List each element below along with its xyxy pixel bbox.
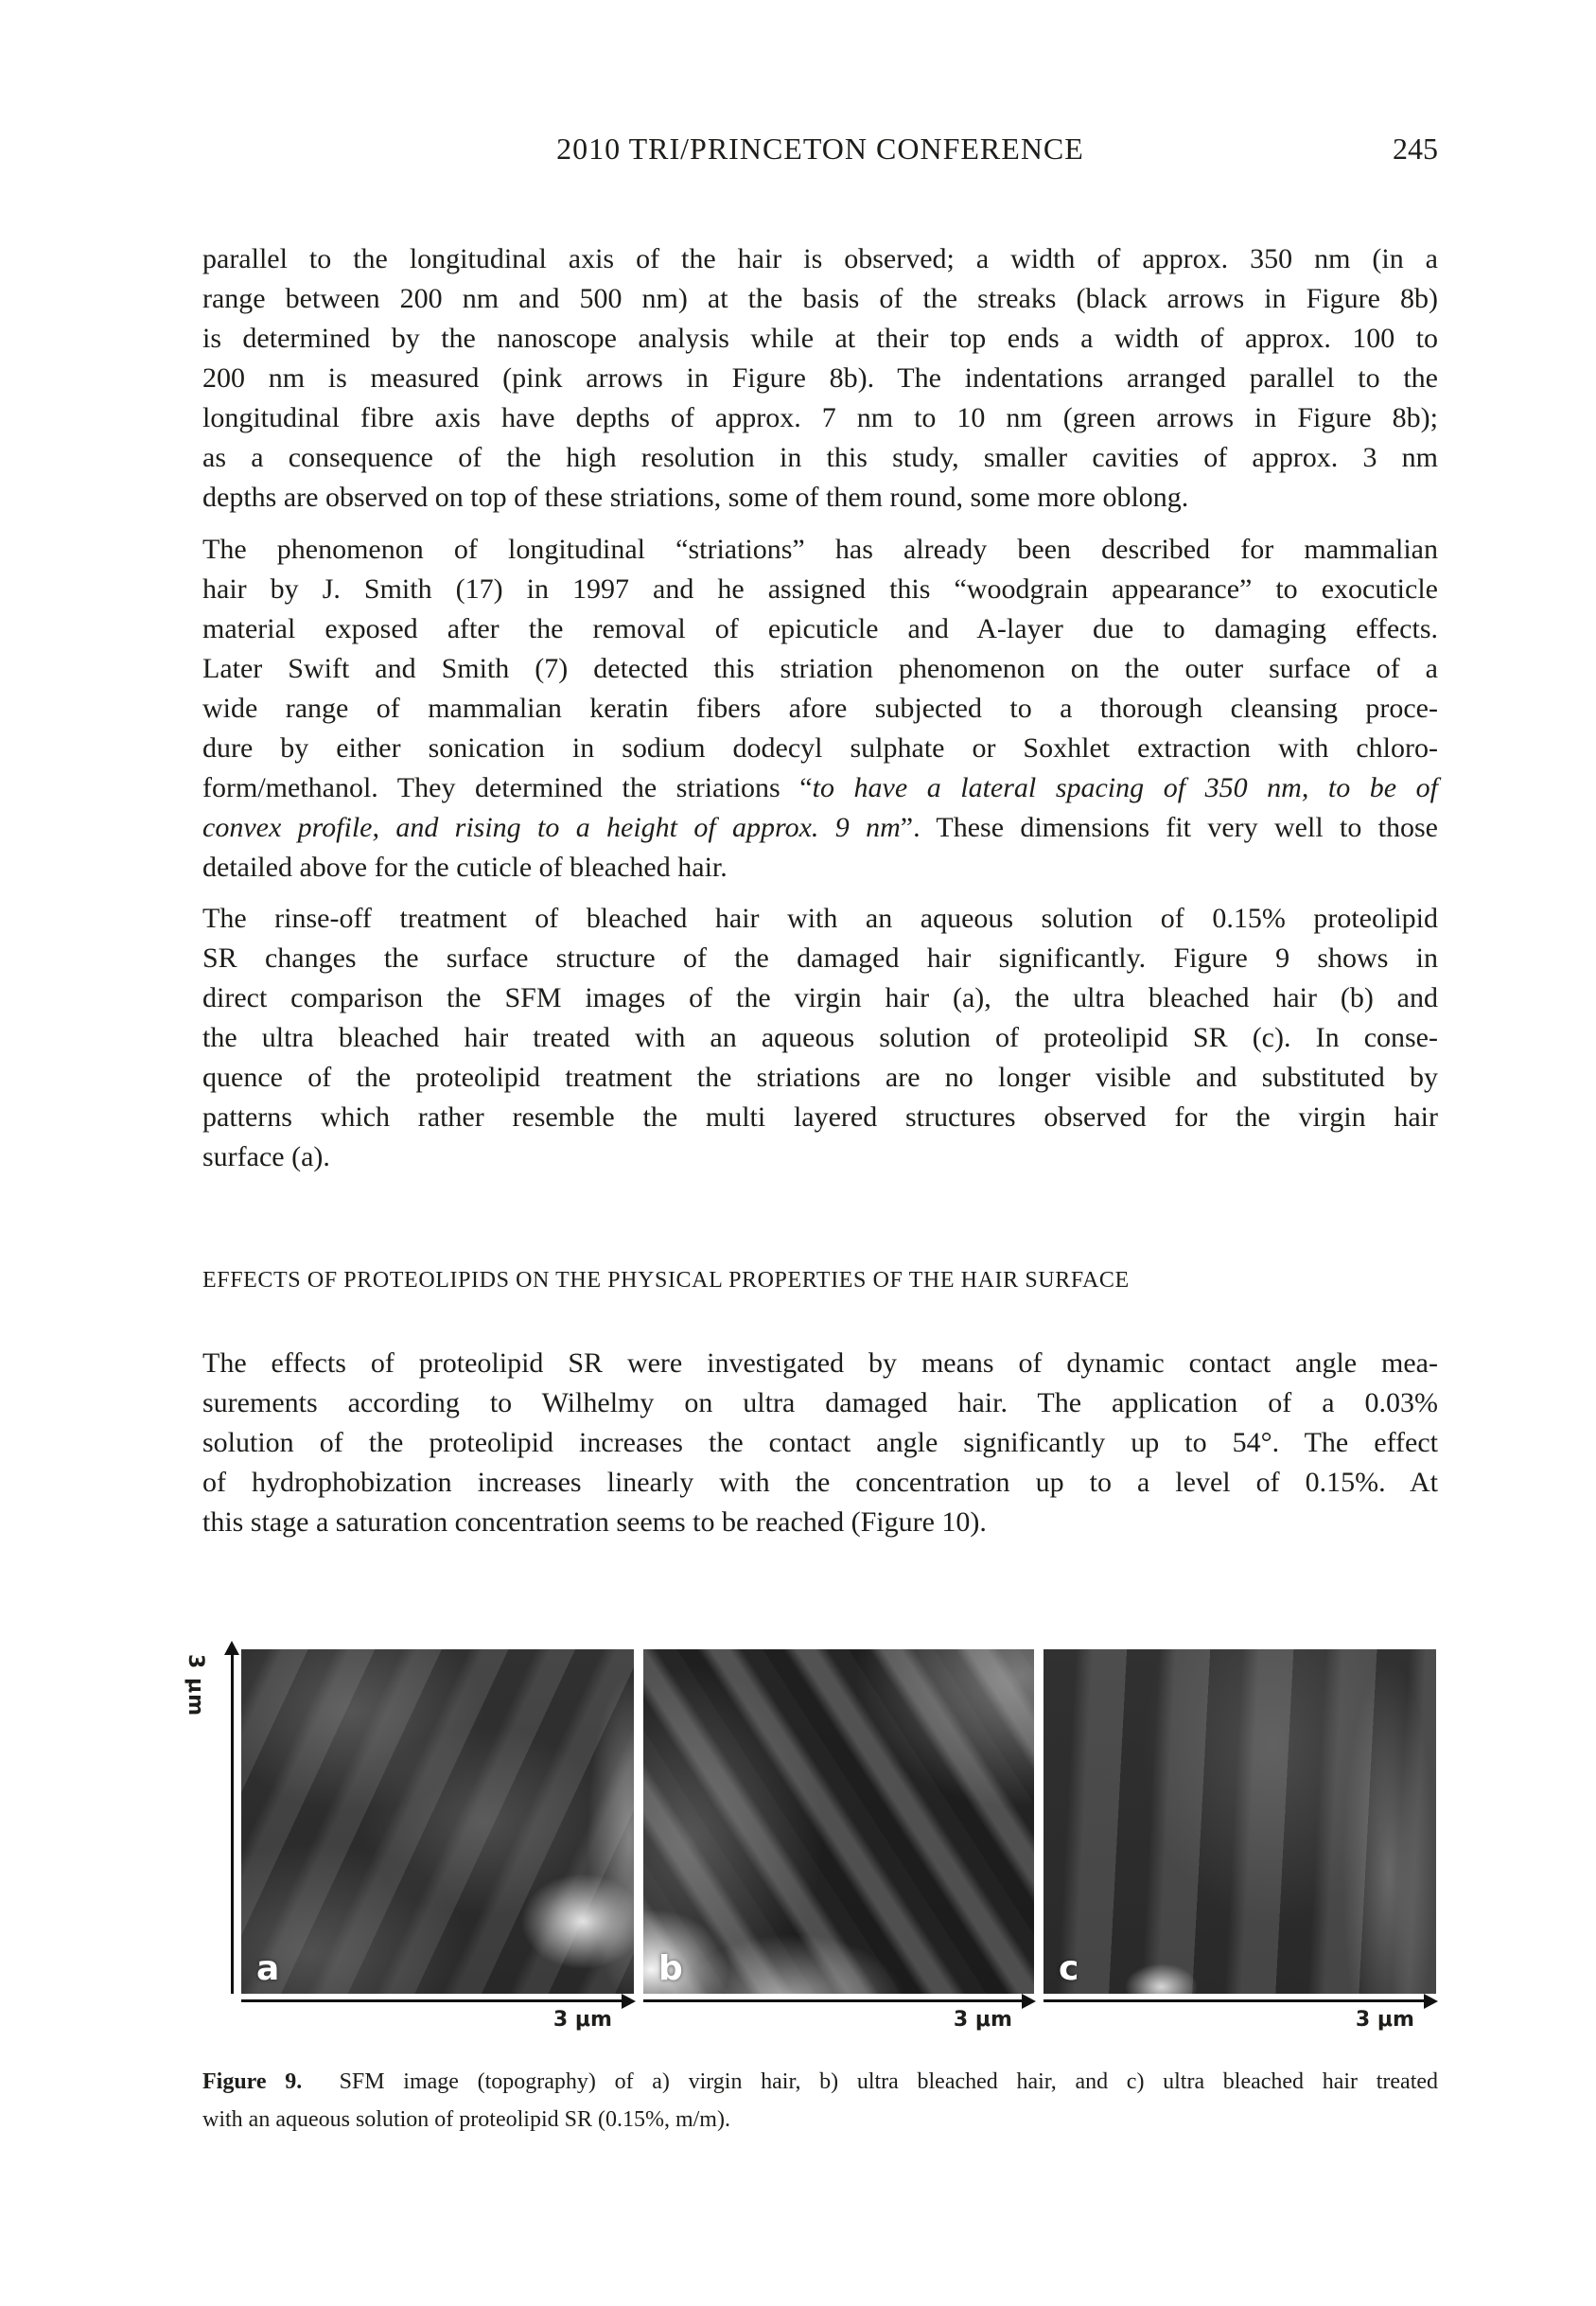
text-line: surements according to Wilhelmy on ultra damaged hair. The application of a 0.03% xyxy=(202,1387,1438,1418)
text-line: longitudinal fibre axis have depths of approx. 7 nm to 10 nm (green arrows in Figure 8b); xyxy=(202,402,1438,433)
section-heading: EFFECTS OF PROTEOLIPIDS ON THE PHYSICAL PROPERTIES OF THE HAIR SURFACE xyxy=(202,1268,1130,1293)
text-line: range between 200 nm and 500 nm) at the basis of the streaks (black arrows in Figure 8b) xyxy=(202,283,1438,314)
body-paragraph-2 xyxy=(202,530,1438,888)
figure-x-scale-label-b: 3 μm xyxy=(953,2008,1012,2032)
figure-x-scale-label-c: 3 μm xyxy=(1355,2008,1414,2032)
figure-y-axis-scale-label: 3 μm xyxy=(184,1654,207,1717)
text-line: as a consequence of the high resolution in this study, smaller cavities of approx. 3 nm xyxy=(202,442,1438,473)
text-line: convex profile, and rising to a height of approx. 9 nm”. These dimensions fit very well to those xyxy=(202,812,1438,843)
text-line: solution of the proteolipid increases the contact angle significantly up to 54°. The effect xyxy=(202,1427,1438,1458)
page-number: 245 xyxy=(1393,132,1438,166)
text-line: The effects of proteolipid SR were investigated by means of dynamic contact angle mea- xyxy=(202,1347,1438,1379)
panel-letter-a: a xyxy=(256,1949,280,1988)
text-line: depths are observed on top of these striations, some of them round, some more oblong. xyxy=(202,482,1189,513)
text-line: dure by either sonication in sodium dodecyl sulphate or Soxhlet extraction with chloro- xyxy=(202,732,1438,764)
body-paragraph-4 xyxy=(202,1344,1438,1542)
text-line: quence of the proteolipid treatment the striations are no longer visible and substituted by xyxy=(202,1062,1438,1093)
text-line: detailed above for the cuticle of bleached hair. xyxy=(202,852,728,883)
figure-caption xyxy=(202,2063,1438,2139)
sfm-image-panel-b xyxy=(643,1649,1034,1994)
text-line: Later Swift and Smith (7) detected this striation phenomenon on the outer surface of a xyxy=(202,653,1438,684)
figure-y-axis-arrowhead-icon xyxy=(224,1641,239,1655)
panel-letter-c: c xyxy=(1059,1949,1079,1988)
running-head-title: 2010 TRI/PRINCETON CONFERENCE xyxy=(556,132,1084,166)
figure-x-scale-label-a: 3 μm xyxy=(552,2008,612,2032)
text-line: this stage a saturation concentration seems to be reached (Figure 10). xyxy=(202,1506,987,1538)
text-line: direct comparison the SFM images of the virgin hair (a), the ultra bleached hair (b) and xyxy=(202,982,1438,1013)
text-line: the ultra bleached hair treated with an aqueous solution of proteolipid SR (c). In conse- xyxy=(202,1022,1438,1053)
text-line: parallel to the longitudinal axis of the hair is observed; a width of approx. 350 nm (in a xyxy=(202,243,1438,274)
body-paragraph-3 xyxy=(202,899,1438,1177)
text-line: 200 nm is measured (pink arrows in Figure 8b). The indentations arranged parallel to the xyxy=(202,362,1438,394)
text-line: The phenomenon of longitudinal “striations” has already been described for mammalian xyxy=(202,534,1438,565)
text-line: wide range of mammalian keratin fibers afore subjected to a thorough cleansing proce- xyxy=(202,693,1438,724)
text-line: hair by J. Smith (17) in 1997 and he assigned this “woodgrain appearance” to exocuticle xyxy=(202,573,1438,605)
figure-x-axis-arrow-b xyxy=(643,1999,1022,2002)
text-line: is determined by the nanoscope analysis while at their top ends a width of approx. 100 to xyxy=(202,323,1438,354)
text-line: SR changes the surface structure of the damaged hair significantly. Figure 9 shows in xyxy=(202,942,1438,974)
figure-x-axis-arrow-a xyxy=(241,1999,622,2002)
figure-y-axis-line xyxy=(231,1654,234,1994)
text-line: Figure 9. SFM image (topography) of a) virgin hair, b) ultra bleached hair, and c) ultra bleached hair treated xyxy=(202,2069,1439,2094)
panel-letter-b: b xyxy=(658,1949,683,1988)
text-line: of hydrophobization increases linearly with the concentration up to a level of 0.15%. At xyxy=(202,1467,1438,1498)
text-line: form/methanol. They determined the striations “to have a lateral spacing of 350 nm, to be of xyxy=(202,772,1438,803)
text-line: patterns which rather resemble the multi layered structures observed for the virgin hair xyxy=(202,1101,1438,1133)
text-line: material exposed after the removal of epicuticle and A-layer due to damaging effects. xyxy=(202,613,1438,644)
text-line: surface (a). xyxy=(202,1141,330,1172)
text-line: The rinse-off treatment of bleached hair with an aqueous solution of 0.15% proteolipid xyxy=(202,903,1438,934)
figure-x-axis-arrow-c xyxy=(1044,1999,1424,2002)
body-paragraph-1 xyxy=(202,239,1438,518)
text-line: with an aqueous solution of proteolipid SR (0.15%, m/m). xyxy=(202,2107,730,2132)
sfm-image-panel-a xyxy=(241,1649,634,1994)
sfm-image-panel-c xyxy=(1044,1649,1436,1994)
